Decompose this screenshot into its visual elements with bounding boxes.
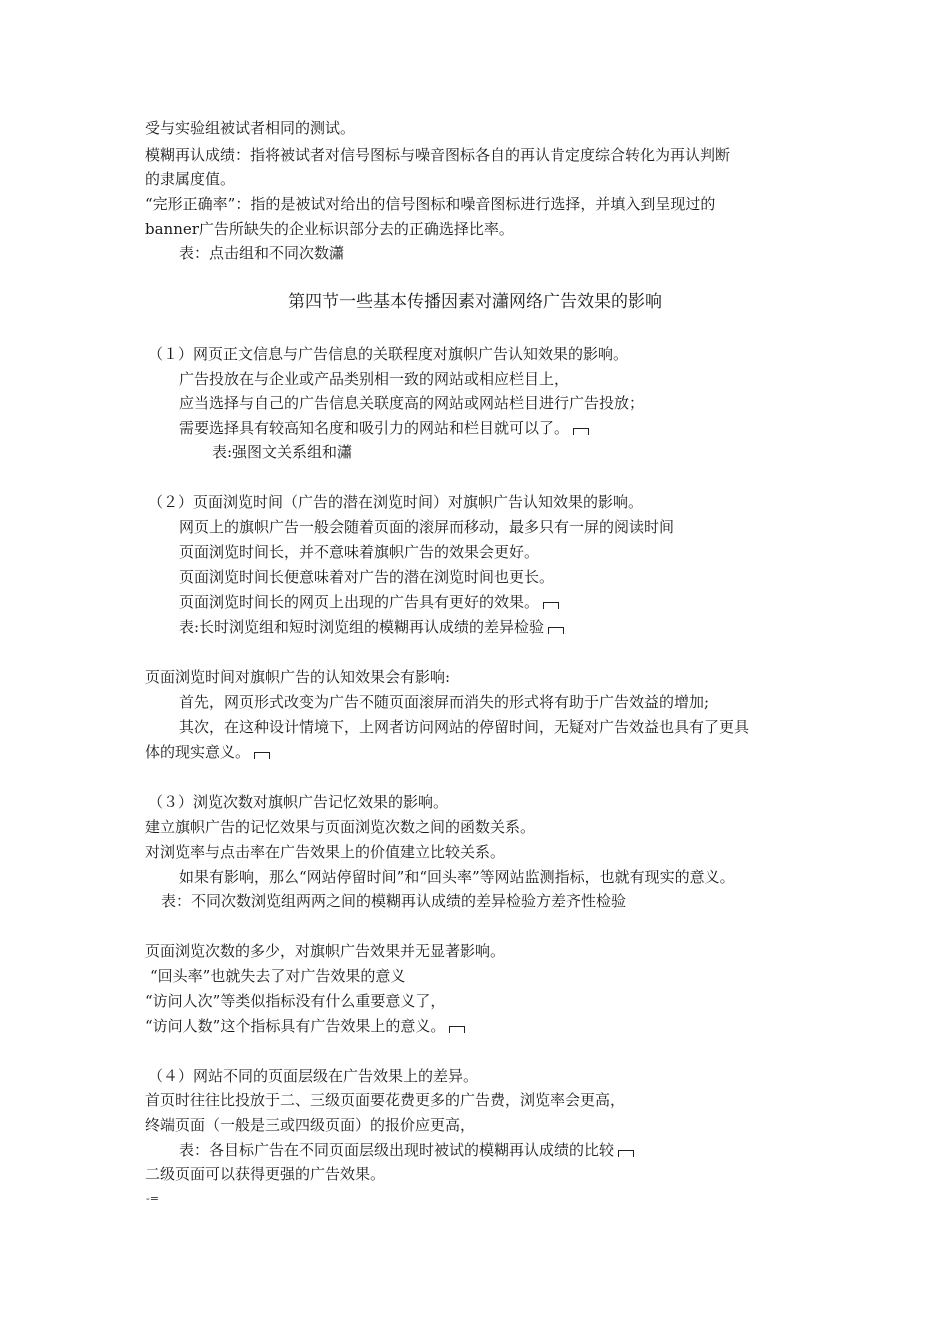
text-content: 体的现实意义。 xyxy=(145,743,251,761)
text-line: “完形正确率”：指的是被试对给出的信号图标和噪音图标进行选择，并填入到呈现过的 xyxy=(145,195,716,213)
text-line: 首页时往往比投放于二、三级页面要花费更多的广告费，浏览率会更高， xyxy=(145,1091,626,1109)
text-line: 广告投放在与企业或产品类别相一致的网站或相应栏目上， xyxy=(179,370,570,388)
text-line: 首先，网页形式改变为广告不随页面滚屏而消失的形式将有助于广告效益的增加; xyxy=(179,693,710,711)
text-content: 页面浏览时间长的网页上出现的广告具有更好的效果。 xyxy=(179,593,540,611)
text-line: 页面浏览时间长，并不意味着旗帜广告的效果会更好。 xyxy=(179,543,540,561)
text-line: “回头率”也就失去了对广告效果的意义 xyxy=(150,967,406,985)
text-line: 的隶属度值。 xyxy=(145,170,236,188)
table-caption xyxy=(179,1140,634,1160)
table-caption: 表：点击组和不同次数瀟 xyxy=(179,244,345,262)
subsection-heading: （１）网页正文信息与广告信息的关联程度对旗帜广告认知效果的影响。 xyxy=(148,345,629,363)
text-line: 网页上的旗帜广告一般会随着页面的滚屏而移动，最多只有一屏的阅读时间 xyxy=(179,518,675,536)
return-mark-icon xyxy=(254,752,270,759)
return-mark-icon xyxy=(543,602,559,609)
text-line: “访问人次”等类似指标没有什么重要意义了， xyxy=(145,992,446,1010)
text-line: 对浏览率与点击率在广告效果上的价值建立比较关系。 xyxy=(145,843,506,861)
section-title: 第四节一些基本传播因素对瀟网络广告效果的影响 xyxy=(288,292,662,312)
return-mark-icon xyxy=(573,428,589,435)
text-line: 其次，在这种设计情境下，上网者访问网站的停留时间，无疑对广告效益也具有了更具 xyxy=(179,718,750,736)
return-mark-icon xyxy=(548,627,564,634)
text-line: 页面浏览时间对旗帜广告的认知效果会有影响: xyxy=(145,668,451,686)
text-content: 表:长时浏览组和短时浏览组的模糊再认成绩的差异检验 xyxy=(179,618,545,636)
text-line: 受与实验组被试者相同的测试。 xyxy=(145,119,356,137)
return-mark-icon xyxy=(618,1150,634,1157)
return-mark-icon xyxy=(449,1026,465,1033)
text-line: 模糊再认成绩：指将被试者对信号图标与噪音图标各自的再认肯定度综合转化为再认判断 xyxy=(145,146,731,164)
text-line: 如果有影响，那么“网站停留时间”和“回头率”等网站监测指标，也就有现实的意义。 xyxy=(179,868,735,886)
text-line xyxy=(145,742,270,762)
table-caption: 表：不同次数浏览组两两之间的模糊再认成绩的差异检验方差齐性检验 xyxy=(161,892,627,910)
subsection-heading: （３）浏览次数对旗帜广告记忆效果的影响。 xyxy=(148,793,449,811)
text-content: 需要选择具有较高知名度和吸引力的网站和栏目就可以了。 xyxy=(179,419,570,437)
text-line xyxy=(145,1016,465,1036)
text-line: 终端页面（一般是三或四级页面）的报价应更高， xyxy=(145,1116,476,1134)
text-line: 建立旗帜广告的记忆效果与页面浏览次数之间的函数关系。 xyxy=(145,818,536,836)
text-line: 二级页面可以获得更强的广告效果。 xyxy=(145,1165,386,1183)
text-line: 应当选择与自己的广告信息关联度高的网站或网站栏目进行广告投放； xyxy=(179,394,645,412)
text-line: 页面浏览时间长便意味着对广告的潜在浏览时间也更长。 xyxy=(179,568,555,586)
text-content: 表：各目标广告在不同页面层级出现时被试的模糊再认成绩的比较 xyxy=(179,1141,615,1159)
text-line: 页面浏览次数的多少，对旗帜广告效果并无显著影响。 xyxy=(145,942,506,960)
table-caption: 表:强图文关系组和瀟 xyxy=(212,443,353,461)
text-content: “访问人数”这个指标具有广告效果上的意义。 xyxy=(145,1017,446,1035)
subsection-heading: （４）网站不同的页面层级在广告效果上的差异。 xyxy=(148,1067,479,1085)
page-footer-mark: -= xyxy=(146,1192,159,1205)
text-line xyxy=(179,592,559,612)
text-line: banner广告所缺失的企业标识部分去的正确选择比率。 xyxy=(145,220,514,238)
text-line xyxy=(179,418,589,438)
subsection-heading: （２）页面浏览时间（广告的潜在浏览时间）对旗帜广告认知效果的影响。 xyxy=(148,493,644,511)
table-caption xyxy=(179,617,564,637)
